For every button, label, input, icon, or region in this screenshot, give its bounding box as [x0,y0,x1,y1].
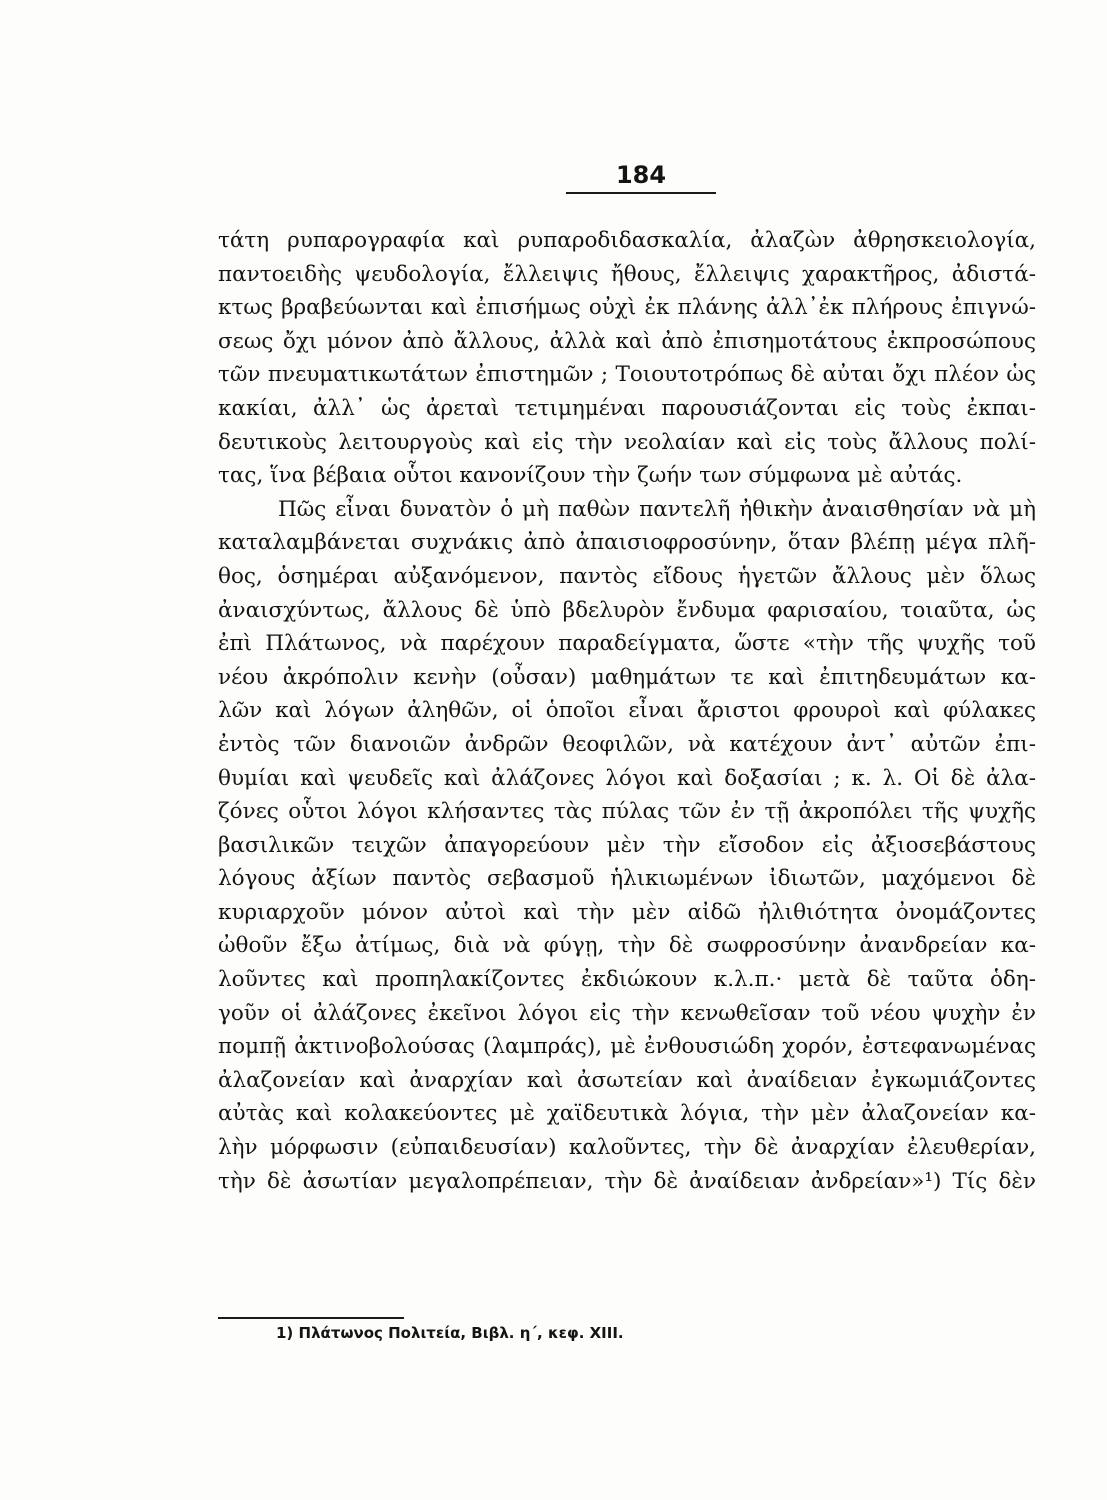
text-line: τῶν πνευματικωτάτων ἐπιστημῶν ; Τοιουτοτρόπως δὲ αὐται ὄχι πλέον ὡς [218,362,1036,388]
text-line: λῶν καὶ λόγων ἀληθῶν, οἱ ὁποῖοι εἶναι ἄριστοι φρουροὶ καὶ φύλακες [218,698,1036,724]
text-line: κυριαρχοῦν μόνον αὐτοὶ καὶ τὴν μὲν αἰδῶ ἠλιθιότητα ὀνομάζοντες [218,899,1036,925]
footnote: 1) Πλάτωνος Πολιτεία, Βιβλ. η΄, κεφ. XIII. [276,1324,624,1342]
text-line: κτως βραβεύωνται καὶ ἐπισήμως οὐχὶ ἐκ πλάνης ἀλλ᾽ἐκ πλήρους ἐπιγνώ- [218,295,1036,321]
text-line: νέου ἀκρόπολιν κενὴν (οὖσαν) μαθημάτων τε καὶ ἐπιτηδευμάτων κα- [218,664,1036,690]
text-line: ζόνες οὗτοι λόγοι κλήσαντες τὰς πύλας τῶν ἐν τῇ ἀκροπόλει τῆς ψυχῆς [218,799,1036,825]
text-line: ἀλαζονείαν καὶ ἀναρχίαν καὶ ἀσωτείαν καὶ ἀναίδειαν ἐγκωμιάζοντες [218,1067,1036,1093]
page-number-rule [566,192,716,194]
text-line: λόγους ἀξίων παντὸς σεβασμοῦ ἡλικιωμένων ἰδιωτῶν, μαχόμενοι δὲ [218,866,1036,892]
text-line: δευτικοὺς λειτουργοὺς καὶ εἰς τὴν νεολαίαν καὶ εἰς τοὺς ἄλλους πολί- [218,429,1036,455]
footnote-rule [218,1317,404,1319]
text-line: σεως ὄχι μόνον ἀπὸ ἄλλους, ἀλλὰ καὶ ἀπὸ ἐπισημοτάτους ἐκπροσώπους [218,328,1036,354]
text-line: κακίαι, ἀλλ᾽ ὡς ἀρεταὶ τετιμημέναι παρουσιάζονται εἰς τοὺς ἐκπαι- [218,395,1036,421]
text-line: θυμίαι καὶ ψευδεῖς καὶ ἀλάζονες λόγοι καὶ δοξασίαι ; κ. λ. Οἱ δὲ ἀλα- [218,765,1036,791]
text-line: βασιλικῶν τειχῶν ἀπαγορεύουν μὲν τὴν εἴσοδον εἰς ἀξιοσεβάστους [218,832,1036,858]
text-line: ἐντὸς τῶν διανοιῶν ἀνδρῶν θεοφιλῶν, νὰ κατέχουν ἀντ᾽ αὐτῶν ἐπι- [218,731,1036,757]
text-line-paragraph-start: Πῶς εἶναι δυνατὸν ὁ μὴ παθὼν παντελῆ ἠθικὴν ἀναισθησίαν νὰ μὴ [278,496,1036,522]
body-text [218,224,1036,1198]
text-line: καταλαμβάνεται συχνάκις ἀπὸ ἀπαισιοφροσύνην, ὅταν βλέπῃ μέγα πλῆ- [218,530,1036,556]
text-line: ὠθοῦν ἔξω ἀτίμως, διὰ νὰ φύγῃ, τὴν δὲ σωφροσύνην ἀνανδρείαν κα- [218,933,1036,959]
text-line: θος, ὁσημέραι αὐξανόμενον, παντὸς εἴδους ἡγετῶν ἄλλους μὲν ὅλως [218,563,1036,589]
text-line: αὐτὰς καὶ κολακεύοντες μὲ χαϊδευτικὰ λόγια, τὴν μὲν ἀλαζονείαν κα- [218,1101,1036,1127]
text-line: γοῦν οἱ ἀλάζονες ἐκεῖνοι λόγοι εἰς τὴν κενωθεῖσαν τοῦ νέου ψυχὴν ἐν [218,1000,1036,1026]
text-line: τάτη ρυπαρογραφία καὶ ρυπαροδιδασκαλία, ἀλαζὼν ἀθρησκειολογία, [218,228,1036,253]
text-line: τὴν δὲ ἀσωτίαν μεγαλοπρέπειαν, τὴν δὲ ἀναίδειαν ἀνδρείαν»¹) Τίς δὲν [218,1168,1036,1194]
text-line: λὴν μόρφωσιν (εὐπαιδευσίαν) καλοῦντες, τὴν δὲ ἀναρχίαν ἐλευθερίαν, [218,1135,1036,1161]
text-line: λοῦντες καὶ προπηλακίζοντες ἐκδιώκουν κ.λ.π.· μετὰ δὲ ταῦτα ὁδη- [218,967,1036,993]
text-line: τας, ἵνα βέβαια οὗτοι κανονίζουν τὴν ζωήν των σύμφωνα μὲ αὐτάς. [218,463,963,489]
text-line: πομπῇ ἀκτινοβολούσας (λαμπράς), μὲ ἐνθουσιώδη χορόν, ἐστεφανωμένας [218,1034,1036,1060]
text-line: ἐπὶ Πλάτωνος, νὰ παρέχουν παραδείγματα, ὥστε «τὴν τῆς ψυχῆς τοῦ [218,631,1036,657]
text-line: ἀναισχύντως, ἄλλους δὲ ὑπὸ βδελυρὸν ἔνδυμα φαρισαίου, τοιαῦτα, ὡς [218,597,1036,623]
text-line: παντοειδὴς ψευδολογία, ἔλλειψις ἤθους, ἔλλειψις χαρακτῆρος, ἀδιστά- [218,261,1036,287]
page-number: 184 [615,161,667,189]
